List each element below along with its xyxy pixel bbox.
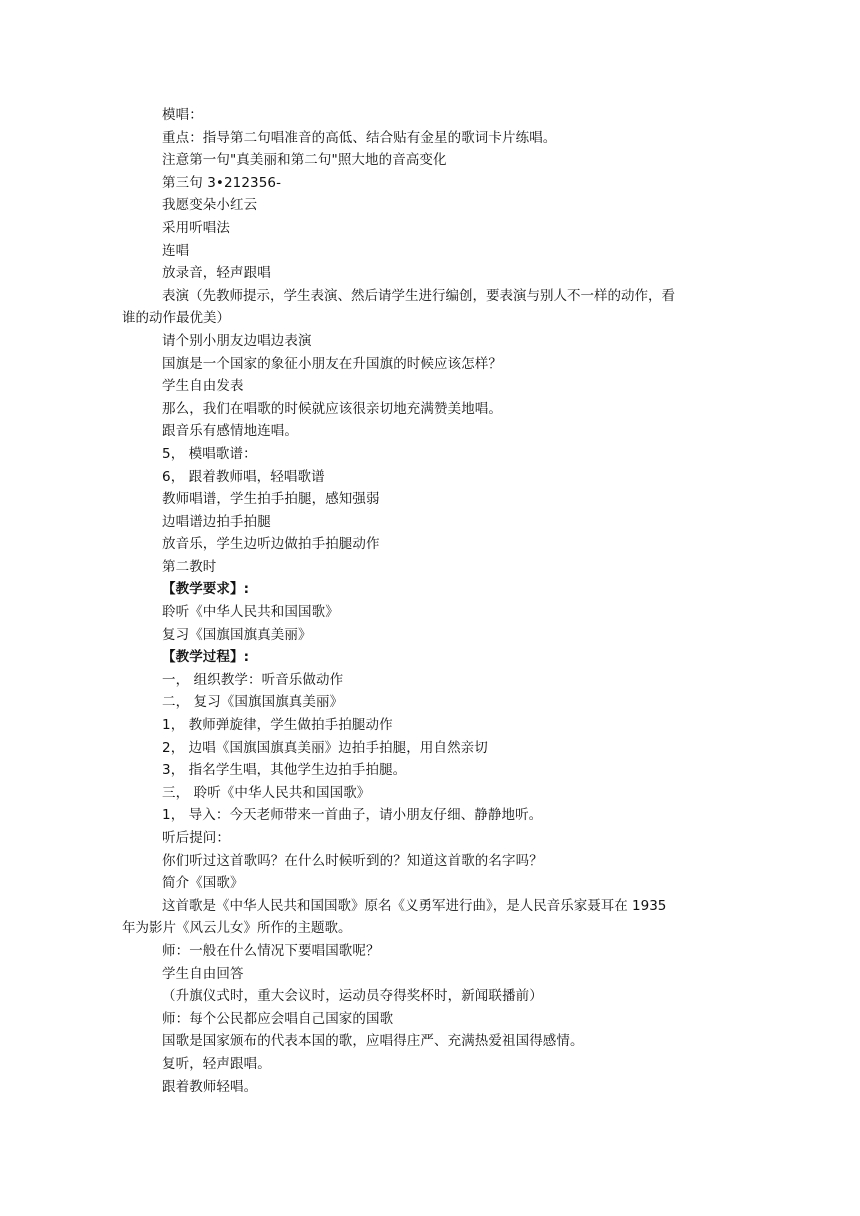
text-line: 简介《国歌》: [162, 875, 244, 892]
anthem-paragraph: [122, 895, 736, 940]
text-line: 请个别小朋友边唱边表演: [162, 332, 312, 349]
text-line: 教师唱谱，学生拍手拍腿，感知强弱: [162, 491, 380, 508]
text-line: 那么，我们在唱歌的时候就应该很亲切地充满赞美地唱。: [162, 400, 502, 417]
text-line: 1， 教师弹旋律，学生做拍手拍腿动作: [162, 717, 393, 734]
text-line: 三， 聆听《中华人民共和国国歌》: [162, 784, 371, 801]
text-line: 复习《国旗国旗真美丽》: [162, 626, 312, 643]
text-line: 采用听唱法: [162, 219, 230, 236]
text-line: 跟着教师轻唱。: [162, 1078, 258, 1095]
section-heading: 第二教时: [162, 558, 217, 575]
text-line: 学生自由发表: [162, 378, 244, 395]
text-line: 国歌是国家颁布的代表本国的歌，应唱得庄严、充满热爱祖国得感情。: [162, 1033, 584, 1050]
paragraph-line: 谁的动作最优美）: [122, 310, 230, 327]
text-line: 边唱谱边拍手拍腿: [162, 513, 271, 530]
text-line: 第三句 3•212356-: [162, 174, 282, 191]
text-line: 2， 边唱《国旗国旗真美丽》边拍手拍腿，用自然亲切: [162, 739, 488, 756]
text-line: （升旗仪式时，重大会议时，运动员夺得奖杯时，新闻联播前）: [162, 988, 543, 1005]
paragraph-line: 表演（先教师提示，学生表演、然后请学生进行编创，要表演与别人不一样的动作，看: [162, 287, 675, 304]
paragraph-line: 年为影片《风云儿女》所作的主题歌。: [122, 920, 352, 937]
document-body: [122, 104, 736, 1098]
text-line: 重点：指导第二句唱准音的高低、结合贴有金星的歌词卡片练唱。: [162, 129, 557, 146]
text-line: 1， 导入：今天老师带来一首曲子，请小朋友仔细、静静地听。: [162, 807, 543, 824]
text-line: 复听，轻声跟唱。: [162, 1055, 271, 1072]
text-line: 6， 跟着教师唱，轻唱歌谱: [162, 468, 325, 485]
text-line: 师：每个公民都应会唱自己国家的国歌: [162, 1010, 394, 1027]
text-line: 连唱: [162, 242, 190, 259]
text-line: 放音乐，学生边听边做拍手拍腿动作: [162, 536, 380, 553]
paragraph-line: 这首歌是《中华人民共和国国歌》原名《义勇军进行曲》，是人民音乐家聂耳在 1935: [162, 897, 667, 914]
text-line: 注意第一句"真美丽和第二句"照大地的音高变化: [162, 152, 447, 169]
text-line: 听后提问：: [162, 830, 230, 846]
text-line: 模唱：: [162, 107, 203, 123]
text-line: 聆听《中华人民共和国国歌》: [162, 604, 339, 621]
text-line: 学生自由回答: [162, 965, 244, 982]
text-line: 师：一般在什么情况下要唱国歌呢？: [162, 942, 380, 959]
section-heading: 【教学过程】:: [162, 649, 250, 666]
perform-paragraph: [122, 285, 736, 330]
text-line: 5， 模唱歌谱：: [162, 445, 257, 462]
text-line: 你们听过这首歌吗？在什么时候听到的？知道这首歌的名字吗？: [162, 852, 543, 869]
text-line: 3， 指名学生唱，其他学生边拍手拍腿。: [162, 762, 407, 779]
text-line: 国旗是一个国家的象征小朋友在升国旗的时候应该怎样？: [162, 355, 502, 372]
text-line: 二， 复习《国旗国旗真美丽》: [162, 694, 344, 711]
text-line: 放录音，轻声跟唱: [162, 265, 271, 282]
text-line: 跟音乐有感情地连唱。: [162, 423, 298, 440]
text-line: 一， 组织教学：听音乐做动作: [162, 671, 344, 688]
text-line: 我愿变朵小红云: [162, 197, 258, 214]
section-heading: 【教学要求】:: [162, 581, 250, 598]
